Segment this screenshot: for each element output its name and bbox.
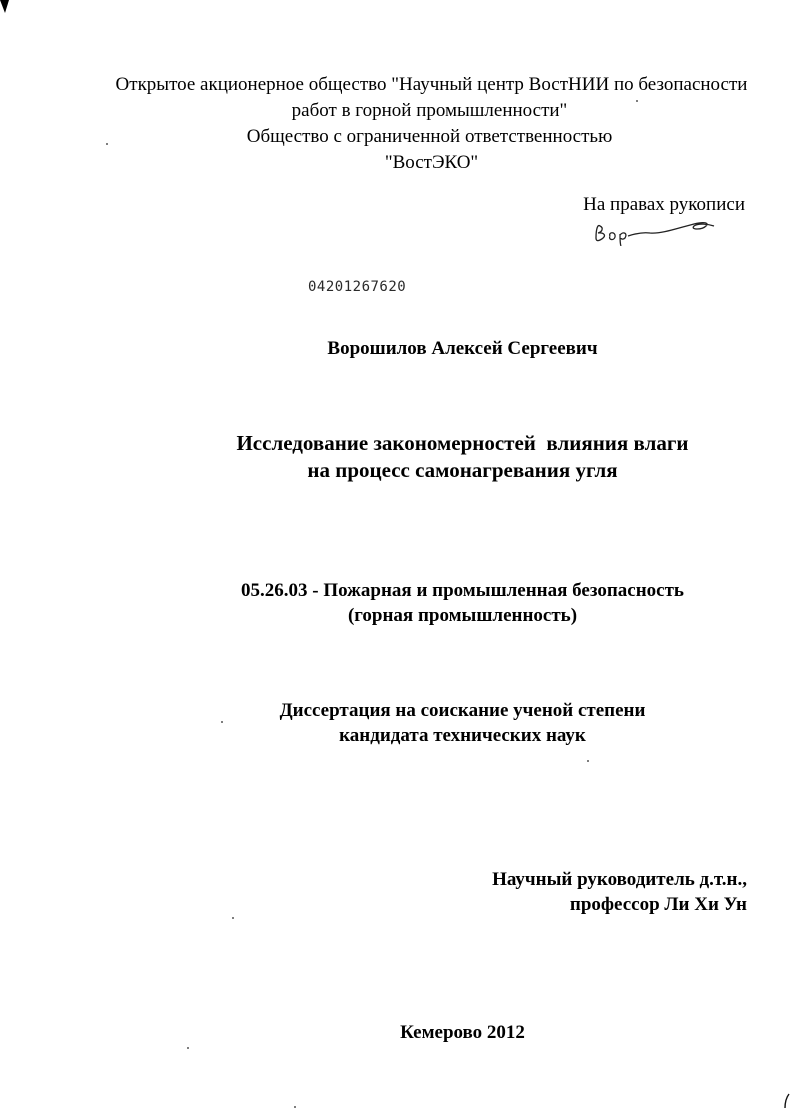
organization-line-4: "ВостЭКО" xyxy=(384,152,479,173)
scan-speck xyxy=(587,760,589,762)
scan-speck xyxy=(187,1047,189,1049)
dissertation-title xyxy=(66,430,793,484)
manuscript-note: На правах рукописи xyxy=(583,194,745,215)
title-line-1: Исследование закономерностей влияния влаги xyxy=(236,431,689,455)
scan-edge-mark xyxy=(783,1093,791,1109)
author-name: Ворошилов Алексей Сергеевич xyxy=(327,338,598,359)
supervisor-line-1: Научный руководитель д.т.н., xyxy=(492,869,747,890)
organization-line-2: работ в горной промышленности" xyxy=(291,100,568,121)
supervisor xyxy=(492,867,747,917)
title-line-2: на процесс самонагревания угля xyxy=(307,458,618,482)
degree-line-1: Диссертация на соискание ученой степени xyxy=(279,700,646,721)
specialty-line-2: (горная промышленность) xyxy=(347,605,578,626)
scan-speck xyxy=(106,143,108,145)
organization-block xyxy=(0,72,793,176)
organization-line-1: Открытое акционерное общество "Научный центр ВостНИИ по безопасности xyxy=(115,74,748,95)
scan-speck xyxy=(221,721,223,723)
handwritten-signature xyxy=(590,214,730,246)
specialty xyxy=(66,578,793,628)
organization-line-3: Общество с ограниченной ответственностью xyxy=(246,126,613,147)
degree-line-2: кандидата технических наук xyxy=(339,725,586,746)
degree-statement xyxy=(66,698,793,748)
registration-number: 04201267620 xyxy=(308,279,407,295)
scan-speck xyxy=(636,100,638,102)
scan-speck xyxy=(294,1106,296,1108)
specialty-line-1: 05.26.03 - Пожарная и промышленная безопасность xyxy=(241,580,684,601)
scan-corner-mark xyxy=(0,0,10,14)
city-year: Кемерово 2012 xyxy=(400,1022,525,1043)
supervisor-line-2: профессор Ли Хи Ун xyxy=(569,894,747,915)
scan-speck xyxy=(232,917,234,919)
